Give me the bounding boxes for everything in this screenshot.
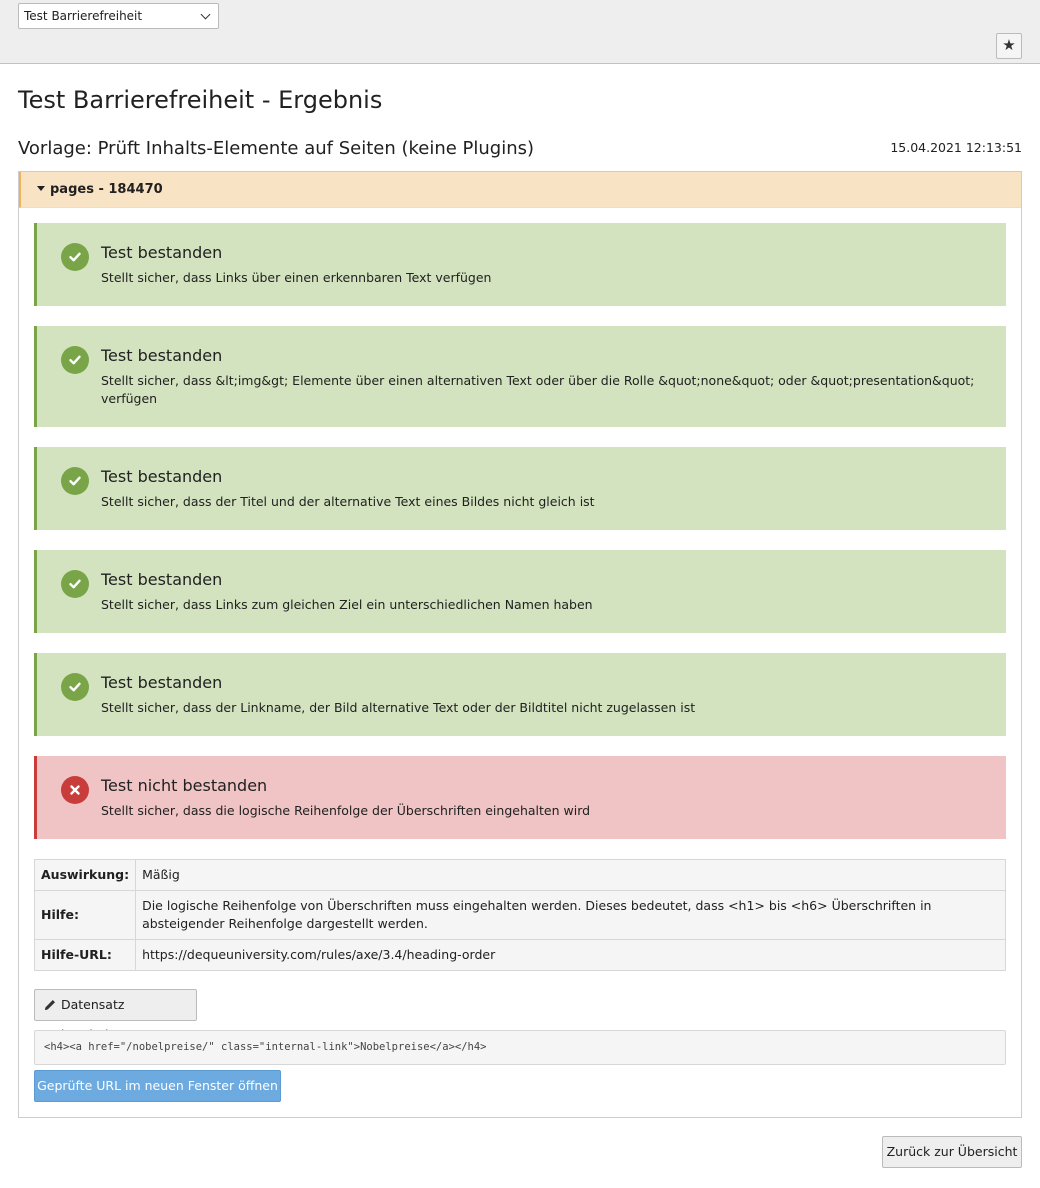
edit-record-button[interactable]: [34, 989, 197, 1021]
doc-header: [0, 0, 1040, 64]
bookmark-button[interactable]: [996, 33, 1022, 59]
back-to-overview-button[interactable]: Zurück zur Übersicht: [882, 1136, 1022, 1168]
callout-title: Test nicht bestanden: [101, 776, 268, 795]
callout-description: Stellt sicher, dass Links über einen erkennbaren Text verfügen: [101, 270, 492, 285]
callout-title: Test bestanden: [101, 673, 223, 692]
result-callout: [34, 550, 1006, 633]
result-callout: [34, 223, 1006, 306]
result-callout: [34, 447, 1006, 530]
check-circle-icon: [61, 467, 89, 495]
result-callout: [34, 326, 1006, 427]
code-snippet: <h4><a href="/nobelpreise/" class="internal-link">Nobelpreise</a></h4>: [34, 1030, 1006, 1065]
callout-title: Test bestanden: [101, 243, 223, 262]
help-url-value[interactable]: https://dequeuniversity.com/rules/axe/3.4/heading-order: [136, 940, 1006, 971]
help-url-label: Hilfe-URL:: [35, 940, 136, 971]
star-icon: ★: [1002, 36, 1016, 54]
check-circle-icon: [61, 673, 89, 701]
panel-heading-label: pages - 184470: [50, 182, 163, 197]
module-select-value: Test Barrierefreiheit: [24, 9, 143, 23]
callout-description: Stellt sicher, dass der Linkname, der Bild alternative Text oder der Bildtitel nicht zugelassen ist: [101, 700, 696, 715]
pencil-icon: [43, 998, 57, 1012]
open-url-button[interactable]: Geprüfte URL im neuen Fenster öffnen: [34, 1070, 281, 1102]
template-subtitle: Vorlage: Prüft Inhalts-Elemente auf Seiten (keine Plugins): [18, 138, 535, 159]
table-row: [35, 940, 1006, 971]
callout-description: Stellt sicher, dass der Titel und der alternative Text eines Bildes nicht gleich ist: [101, 494, 595, 509]
help-value: Die logische Reihenfolge von Überschriften muss eingehalten werden. Dieses bedeutet, dass <h1> bis <h6> Überschriften in absteigender Reihenfolge dargestellt werden.: [136, 891, 1006, 940]
table-row: [35, 860, 1006, 891]
callout-description: Stellt sicher, dass &lt;img&gt; Elemente über einen alternativen Text oder über die Rolle &quot;none&quot; oder &quot;presentation&quot; verfügen: [101, 373, 975, 406]
callout-description: Stellt sicher, dass die logische Reihenfolge der Überschriften eingehalten wird: [101, 803, 591, 818]
chevron-down-icon: [201, 10, 211, 20]
help-label: Hilfe:: [35, 891, 136, 940]
failure-details-table: [34, 859, 1006, 971]
impact-value: Mäßig: [136, 860, 1006, 891]
times-circle-icon: [61, 776, 89, 804]
module-select[interactable]: [18, 3, 219, 29]
check-circle-icon: [61, 346, 89, 374]
callout-description: Stellt sicher, dass Links zum gleichen Ziel ein unterschiedlichen Namen haben: [101, 597, 593, 612]
edit-record-label: Datensatz: [61, 997, 125, 1012]
callout-title: Test bestanden: [101, 570, 223, 589]
callout-title: Test bestanden: [101, 346, 223, 365]
result-panel: [18, 171, 1022, 1118]
caret-down-icon: [37, 186, 45, 191]
impact-label: Auswirkung:: [35, 860, 136, 891]
callout-title: Test bestanden: [101, 467, 223, 486]
check-circle-icon: [61, 570, 89, 598]
page-title: Test Barrierefreiheit - Ergebnis: [18, 86, 383, 114]
panel-heading-toggle[interactable]: [19, 172, 1021, 208]
result-callout-failed: [34, 756, 1006, 839]
result-timestamp: 15.04.2021 12:13:51: [890, 140, 1022, 155]
table-row: [35, 891, 1006, 940]
result-callout: [34, 653, 1006, 736]
check-circle-icon: [61, 243, 89, 271]
